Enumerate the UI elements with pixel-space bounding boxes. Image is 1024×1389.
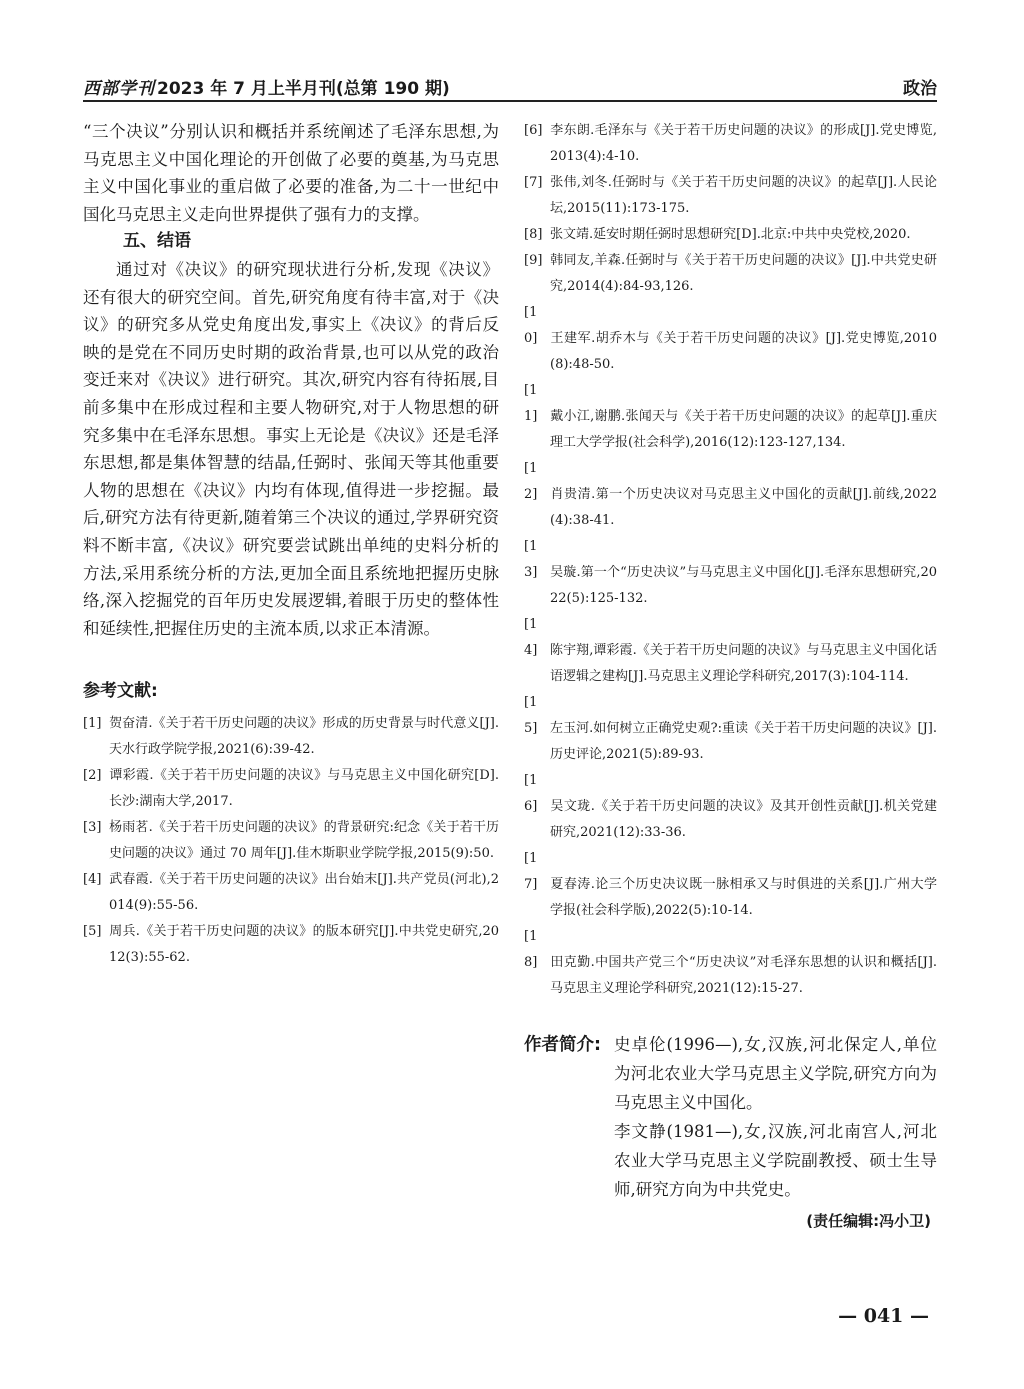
reference-number: [3]	[83, 820, 102, 836]
reference-text: 谭彩霞.《关于若干历史问题的决议》与马克思主义中国化研究[D].长沙:湖南大学,2017.	[109, 768, 499, 810]
reference-item	[524, 170, 937, 222]
journal-title	[83, 74, 450, 99]
reference-text: 武春霞.《关于若干历史问题的决议》出台始末[J].共产党员(河北),2014(9):55-56.	[109, 872, 499, 914]
reference-list-part-2	[524, 118, 937, 1002]
reference-item	[83, 763, 499, 815]
reference-number: [4]	[83, 872, 102, 888]
reference-text: 王建军.胡乔木与《关于若干历史问题的决议》[J].党史博览,2010(8):48-50.	[550, 331, 937, 372]
reference-number: [1]	[83, 716, 102, 732]
left-column	[83, 118, 499, 971]
reference-item	[524, 378, 937, 456]
reference-number: [6]	[524, 123, 543, 138]
section-name: 政治	[903, 79, 937, 99]
reference-item	[524, 222, 937, 248]
reference-text: 肖贵清.第一个历史决议对马克思主义中国化的贡献[J].前线,2022(4):38-41.	[550, 487, 937, 528]
reference-text: 周兵.《关于若干历史问题的决议》的版本研究[J].中共党史研究,2012(3):55-62.	[109, 924, 499, 966]
conclusion-paragraph: 通过对《决议》的研究现状进行分析,发现《决议》还有很大的研究空间。首先,研究角度有待丰富,对于《决议》的研究多从党史角度出发,事实上《决议》的背后反映的是党在不同历史时期的政治背景,也可以从党的政治变迁来对《决议》进行研究。其次,研究内容有待拓展,目前多集中在形成过程和主要人物研究,对于人物思想的研究多集中在毛泽东思想。事实上无论是《决议》还是毛泽东思想,都是集体智慧的结晶,任弼时、张闻天等其他重要人物的思想在《决议》内均有体现,值得进一步挖掘。最后,研究方法有待更新,随着第三个决议的通过,学界研究资料不断丰富,《决议》研究要尝试跳出单纯的史料分析的方法,采用系统分析的方法,更加全面且系统地把握历史脉络,深入挖掘党的百年历史发展逻辑,着眼于历史的整体性和延续性,把握住历史的主流本质,以求正本清源。	[83, 259, 499, 638]
reference-number: [9]	[524, 253, 543, 268]
reference-text: 张文靖.延安时期任弼时思想研究[D].北京:中共中央党校,2020.	[550, 227, 911, 242]
reference-item	[524, 118, 937, 170]
reference-number: [10]	[524, 305, 538, 346]
reference-text: 戴小江,谢鹏.张闻天与《关于若干历史问题的决议》的起草[J].重庆理工大学学报(社会科学),2016(12):123-127,134.	[550, 409, 937, 450]
reference-text: 左玉河.如何树立正确党史观?:重读《关于若干历史问题的决议》[J].历史评论,2021(5):89-93.	[550, 721, 937, 762]
reference-item	[524, 690, 937, 768]
reference-item	[83, 711, 499, 763]
reference-item	[524, 248, 937, 300]
reference-number: [15]	[524, 695, 538, 736]
author-profile-label: 作者简介:	[524, 1035, 601, 1055]
author-profile-body	[614, 1030, 937, 1204]
reference-text: 田克勤.中国共产党三个“历史决议”对毛泽东思想的认识和概括[J].马克思主义理论学科研究,2021(12):15-27.	[550, 955, 937, 996]
reference-number: [5]	[83, 924, 102, 940]
reference-number: [14]	[524, 617, 538, 658]
right-column	[524, 118, 937, 1231]
intro-paragraph: “三个决议”分别认识和概括并系统阐述了毛泽东思想,为马克思主义中国化理论的开创做了必要的奠基,为马克思主义中国化事业的重启做了必要的准备,为二十一世纪中国化马克思主义走向世界提供了强有力的支撑。	[83, 122, 499, 224]
running-header	[83, 74, 937, 100]
reference-item	[524, 612, 937, 690]
reference-number: [18]	[524, 929, 538, 970]
reference-text: 杨雨茗.《关于若干历史问题的决议》的背景研究:纪念《关于若干历史问题的决议》通过 70 周年[J].佳木斯职业学院学报,2015(9):50.	[109, 820, 499, 862]
reference-item	[524, 768, 937, 846]
page-number: — 041 —	[838, 1305, 929, 1327]
reference-number: [13]	[524, 539, 538, 580]
reference-number: [2]	[83, 768, 102, 784]
reference-text: 贺奋清.《关于若干历史问题的决议》形成的历史背景与时代意义[J].天水行政学院学报,2021(6):39-42.	[109, 716, 499, 758]
author-bio-2: 李文静(1981—),女,汉族,河北南宫人,河北农业大学马克思主义学院副教授、硕士生导师,研究方向为中共党史。	[614, 1122, 937, 1199]
reference-text: 吴文珑.《关于若干历史问题的决议》及其开创性贡献[J].机关党建研究,2021(12):33-36.	[550, 799, 937, 840]
reference-item	[83, 815, 499, 867]
reference-list-part-1	[83, 711, 499, 971]
reference-text: 李东朗.毛泽东与《关于若干历史问题的决议》的形成[J].党史博览,2013(4):4-10.	[550, 123, 937, 164]
reference-item	[524, 846, 937, 924]
reference-text: 陈宇翔,谭彩霞.《关于若干历史问题的决议》与马克思主义中国化话语逻辑之建构[J].马克思主义理论学科研究,2017(3):104-114.	[550, 643, 937, 684]
author-profile	[524, 1030, 937, 1231]
section-heading: 五、结语	[123, 231, 191, 252]
reference-text: 韩同友,羊森.任弼时与《关于若干历史问题的决议》[J].中共党史研究,2014(4):84-93,126.	[550, 253, 937, 294]
author-bio-1: 史卓伦(1996—),女,汉族,河北保定人,单位为河北农业大学马克思主义学院,研究方向为马克思主义中国化。	[614, 1035, 937, 1112]
reference-item	[524, 456, 937, 534]
responsible-editor: (责任编辑:冯小卫)	[806, 1212, 931, 1230]
reference-text: 夏春涛.论三个历史决议既一脉相承又与时俱进的关系[J].广州大学学报(社会科学版),2022(5):10-14.	[550, 877, 937, 918]
reference-text: 张伟,刘冬.任弼时与《关于若干历史问题的决议》的起草[J].人民论坛,2015(11):173-175.	[550, 175, 937, 216]
reference-item	[524, 534, 937, 612]
reference-item	[83, 919, 499, 971]
reference-number: [17]	[524, 851, 538, 892]
reference-text: 吴璇.第一个“历史决议”与马克思主义中国化[J].毛泽东思想研究,2022(5):125-132.	[550, 565, 937, 606]
references-heading: 参考文献:	[83, 681, 158, 702]
reference-number: [8]	[524, 227, 543, 242]
reference-number: [11]	[524, 383, 538, 424]
header-divider	[83, 100, 937, 102]
reference-number: [7]	[524, 175, 543, 190]
reference-item	[83, 867, 499, 919]
reference-item	[524, 300, 937, 378]
journal-logo: 西部学刊	[83, 79, 155, 99]
reference-item	[524, 924, 937, 1002]
reference-number: [16]	[524, 773, 538, 814]
reference-number: [12]	[524, 461, 538, 502]
issue-info: 2023 年 7 月上半月刊(总第 190 期)	[157, 79, 450, 99]
